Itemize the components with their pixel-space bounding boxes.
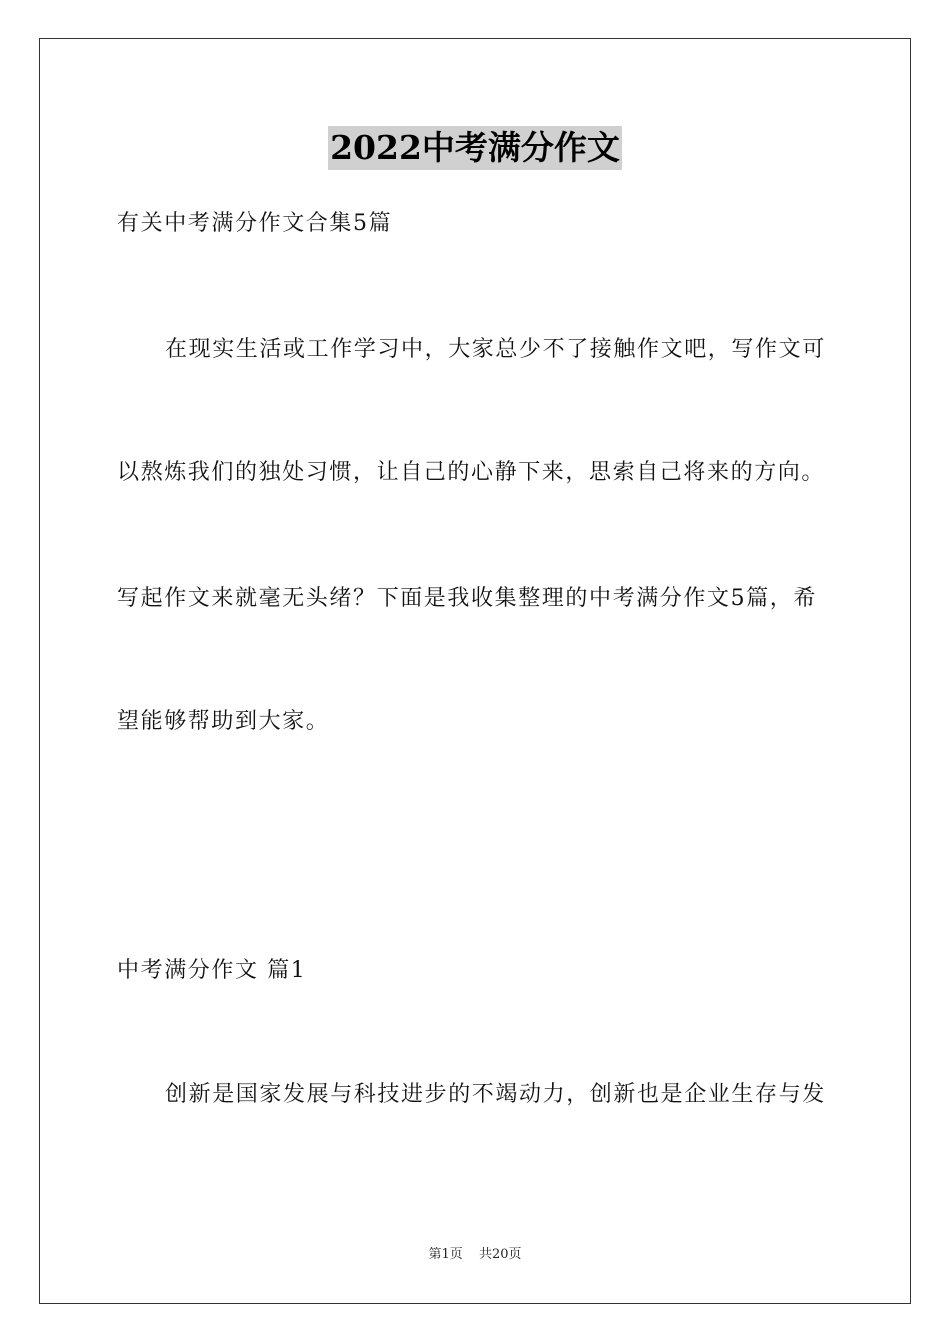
section-heading: 中考满分作文 篇1 xyxy=(117,958,307,983)
title-container xyxy=(0,126,950,170)
page-footer xyxy=(0,1246,950,1264)
intro-line-4: 望能够帮助到大家。 xyxy=(117,709,330,734)
page-number-total: 共20页 xyxy=(478,1247,522,1262)
document-title: 2022中考满分作文 xyxy=(328,126,622,170)
section-first-line: 创新是国家发展与科技进步的不竭动力，创新也是企业生存与发 xyxy=(165,1082,826,1107)
intro-line-1: 在现实生活或工作学习中，大家总少不了接触作文吧，写作文可 xyxy=(165,337,826,362)
intro-line-3: 写起作文来就毫无头绪？下面是我收集整理的中考满分作文5篇，希 xyxy=(117,586,817,611)
document-subtitle: 有关中考满分作文合集5篇 xyxy=(117,211,393,236)
intro-line-2: 以熬炼我们的独处习惯，让自己的心静下来，思索自己将来的方向。 xyxy=(117,460,826,485)
page-number-current: 第1页 xyxy=(428,1247,463,1262)
